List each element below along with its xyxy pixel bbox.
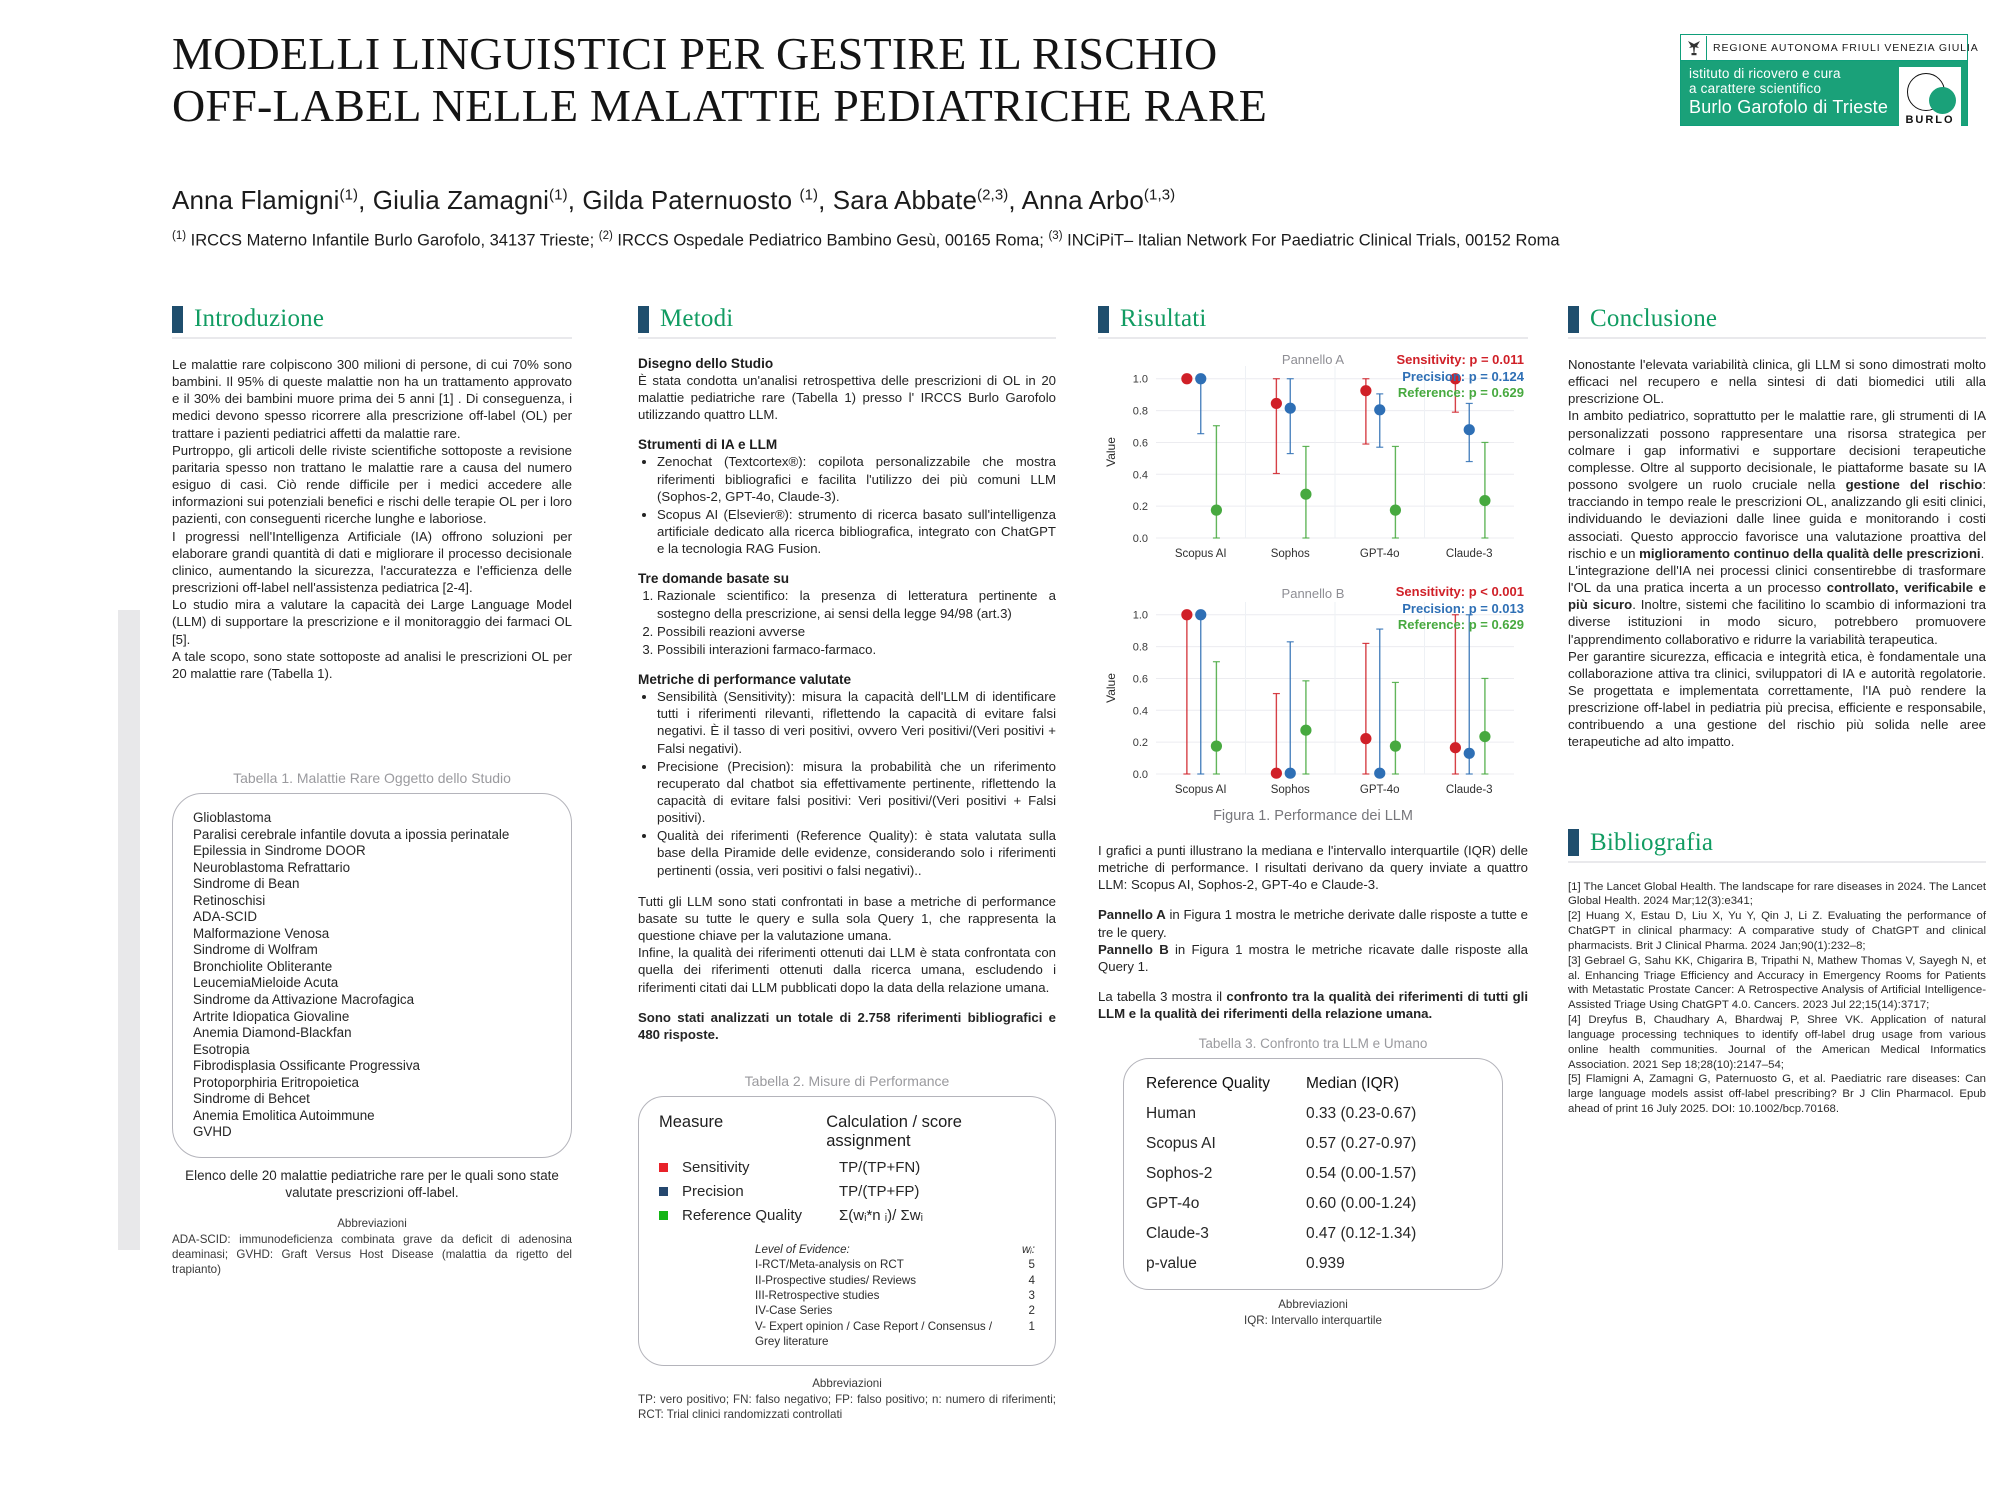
table3-caption: Tabella 3. Confronto tra LLM e Umano <box>1198 1036 1428 1052</box>
conclusione-paragraph-4: Per garantire sicurezza, efficacia e integrità etica, è fondamentale una collaborazione attiva tra clinici, sviluppatori di IA e autorità regolatorie. Se progettata e implementata correttamente, l'IA può rendere la prescrizione off-label in pediatria più precisa, efficiente e responsabile, contribuendo a una gestione del rischio più solida nelle aree terapeutiche ad alto impatto. <box>1568 648 1986 750</box>
svg-text:Claude-3: Claude-3 <box>1445 784 1493 796</box>
table2-measure: Precision <box>682 1183 744 1201</box>
logo-line-1: istituto di ricovero e cura <box>1689 66 1841 81</box>
legend-swatch-sensitivity <box>659 1163 668 1172</box>
table2-measure: Reference Quality <box>682 1207 803 1225</box>
table2-measure: Sensitivity <box>682 1159 750 1176</box>
table3-label: GPT-4o <box>1146 1195 1200 1213</box>
panel-a-title: Pannello A <box>1281 352 1345 367</box>
loe-weight: 4 <box>1028 1273 1035 1287</box>
table3-col2-header: Median (IQR) <box>1306 1075 1400 1093</box>
svg-text:0.8: 0.8 <box>1132 405 1148 418</box>
table2-card <box>638 1096 1056 1366</box>
loe-title: Level of Evidence: <box>755 1243 850 1257</box>
table3-intro-bold: confronto tra la qualità dei riferimenti di tutti gli LLM e la qualità dei riferimenti della relazione umana. <box>1098 989 1528 1022</box>
legend-swatch-precision <box>659 1187 668 1196</box>
table2-col1-header: Measure <box>659 1113 724 1131</box>
conclusione-p2-bold-2: miglioramento continuo della qualità delle prescrizioni <box>1639 545 1981 561</box>
level-of-evidence-block <box>755 1242 1035 1349</box>
list-item: Fibrodisplasia Ossificante Progressiva <box>193 1058 420 1074</box>
panel-b-pvalues <box>1396 584 1524 634</box>
list-item: Anemia Emolitica Autoimmune <box>193 1107 375 1123</box>
table1-caption: Tabella 1. Malattie Rare Oggetto dello Studio <box>233 769 511 786</box>
panel-b-p-precision: Precision: p = 0.013 <box>1402 600 1524 616</box>
list-item: Retinoschisi <box>193 892 266 908</box>
table3-label: Claude-3 <box>1146 1225 1209 1243</box>
section-title: Metodi <box>660 305 734 332</box>
metodi-design-text: È stata condotta un'analisi retrospettiva delle prescrizioni di OL in 20 malattie pediatriche rare (Tabella 1) presso l' IRCCS Burlo Garofolo utilizzando quattro LLM. <box>638 373 1056 423</box>
section-header-introduzione <box>172 305 572 339</box>
svg-text:0.6: 0.6 <box>1132 437 1148 450</box>
table-row <box>659 1180 1035 1204</box>
list-item: 3. Possibili interazioni farmaco-farmaco. <box>657 641 1056 658</box>
list-item: Sindrome di Wolfram <box>193 942 318 958</box>
section-header-conclusione <box>1568 305 1986 339</box>
logo-region-row <box>1681 35 1979 61</box>
svg-text:0.2: 0.2 <box>1132 501 1148 514</box>
svg-text:Scopus AI: Scopus AI <box>1174 548 1227 560</box>
svg-text:0.0: 0.0 <box>1132 533 1148 545</box>
list-item: Malformazione Venosa <box>193 925 330 941</box>
abbreviations-title: Abbreviazioni <box>1278 1298 1348 1312</box>
affiliation-list: $^{(1)}$ IRCCS Materno Infantile Burlo Garofolo, 34137 Trieste; $^{(2)}$ IRCCS Ospedale Pediatrico Bambino Gesù, 00165 Roma; $^{(3)}$ INCiPiT– Italian Network For Paediatric Clinical Trials, 00152 Roma <box>172 230 1560 250</box>
svg-text:Value: Value <box>1104 673 1118 703</box>
abbreviations-text: IQR: Intervallo interquartile <box>1244 1314 1382 1328</box>
table2-header-row <box>659 1113 1035 1151</box>
conclusione-p2-a: In ambito pediatrico, soprattutto per le malattie rare, gli strumenti di IA personalizzati possono rappresentare una risorsa strategica per colmare i gap informativi e supportare decisioni terapeutiche complesse. Oltre al supporto decisionale, le piattaforme basate su IA possono svolgere un ruolo cruciale nella <box>1568 408 1986 493</box>
institution-logo <box>1680 34 1979 126</box>
conclusione-paragraph-2 <box>1568 407 1986 561</box>
list-item: • Precisione (Precision): misura la probabilità che un riferimento recuperato dal chatbot sia effettivamente pertinente, riflettendo la capacità di evitare falsi positivi: Veri positivi/(Veri positivi + Falsi positivi). <box>657 758 1056 827</box>
table3-value: 0.60 (0.00-1.24) <box>1306 1195 1417 1213</box>
panel-a-p-precision: Precision: p = 0.124 <box>1402 368 1524 384</box>
section-tick-icon <box>638 306 649 333</box>
metodi-closing-paragraph: Infine, la qualità dei riferimenti ottenuti dai LLM è stata confrontata con quella dei riferimenti ottenuti dalla ricerca umana, escludendo i riferimenti citati dai LLM pubblicati dopo la data della relazione umana. <box>638 945 1056 995</box>
legend-swatch-reference-quality <box>659 1211 668 1220</box>
metodi-metrics-list <box>638 688 1056 879</box>
list-item: Artrite Idiopatica Giovaline <box>193 1008 350 1024</box>
list-item: Bronchiolite Obliterante <box>193 958 333 974</box>
list-item: Sindrome di Behcet <box>193 1091 310 1107</box>
author-list: Anna Flamigni$^{(1)}$, Giulia Zamagni$^{(1)}$, Gilda Paternuosto $^{(1)}$, Sara Abbate$^{(2,3)}$, Anna Arbo$^{(1,3)}$ <box>172 185 1176 215</box>
table3-value: 0.57 (0.27-0.97) <box>1306 1135 1417 1153</box>
table-row <box>1146 1219 1480 1249</box>
svg-text:0.8: 0.8 <box>1132 641 1148 654</box>
risultati-paragraph: I grafici a punti illustrano la mediana e l'intervallo interquartile (IQR) delle metriche di performance. I risultati derivano da query inviate a quattro LLM: Scopus AI, Sophos-2, GPT-4o e Claude-3. <box>1098 843 1528 893</box>
table3-value: 0.47 (0.12-1.34) <box>1306 1225 1417 1243</box>
conclusione-p3-a: L'integrazione dell'IA nei processi clinici consentirebbe di trasformare l'OL da una pratica incerta a un processo <box>1568 562 1986 596</box>
list-item: GVHD <box>193 1124 232 1140</box>
intro-paragraph: A tale scopo, sono state sottoposte ad analisi le prescrizioni OL per 20 malattie rare (Tabella 1). <box>172 648 572 681</box>
loe-label: III-Retrospective studies <box>755 1288 880 1302</box>
list-item: LeucemiaMieloide Acuta <box>193 975 339 991</box>
loe-label: IV-Case Series <box>755 1304 833 1318</box>
list-item: Protoporphiria Eritropoietica <box>193 1074 359 1090</box>
metodi-questions-heading: Tre domande basate su <box>638 571 790 587</box>
table3-label: Sophos-2 <box>1146 1165 1213 1183</box>
burlo-mark-icon <box>1899 67 1961 129</box>
list-item: 1. Razionale scientifico: la presenza di letteratura pertinente a sostegno della prescrizione, ai sensi della legge 94/98 (art.3) <box>657 587 1056 621</box>
section-title: Bibliografia <box>1590 828 1714 856</box>
table-row <box>1146 1249 1480 1279</box>
table-row <box>1146 1159 1480 1189</box>
panel-a-pvalues <box>1396 352 1524 402</box>
bibliography-entry: [3] Gebrael G, Sahu KK, Chigarira B, Tripathi N, Mathew Thomas V, Sayegh N, et al. Enhancing Triage Efficiency and Accuracy in Emergency Rooms for Patients with Metastatic Prostate Cancer: A Retrospective Analysis of Artificial Intelligence-Assisted Triage Using ChatGPT 4.0. Cancers. 2023 Jul 22;15(14):3717; <box>1568 954 1986 1012</box>
intro-paragraph: Lo studio mira a valutare la capacità dei Large Language Model (LLM) di supportare la prescrizione e il monitoraggio dei farmaci OL [5]. <box>172 597 572 647</box>
list-item: Sindrome di Bean <box>193 876 300 892</box>
column-metodi <box>638 305 1056 1422</box>
conclusione-p2-bold-1: gestione del rischio <box>1845 477 1983 493</box>
metodi-design-heading: Disegno dello Studio <box>638 356 774 371</box>
svg-text:Claude-3: Claude-3 <box>1445 548 1493 560</box>
conclusione-p2-e: . <box>1980 545 1985 561</box>
section-header-bibliografia <box>1568 829 1986 863</box>
table2-caption: Tabella 2. Misure di Performance <box>744 1073 950 1089</box>
table2-calculation: TP/(TP+FP) <box>839 1183 920 1201</box>
svg-text:1.0: 1.0 <box>1132 373 1148 386</box>
loe-label: I-RCT/Meta-analysis on RCT <box>755 1258 904 1272</box>
loe-weight: 3 <box>1028 1288 1035 1302</box>
list-item: • Zenochat (Textcortex®): copilota personalizzabile che mostra riferimenti bibliografici e facilita l'utilizzo dei più comuni LLM (Sophos-2, GPT-4o, Claude-3). <box>657 453 1056 504</box>
logo-green-panel <box>1681 61 1967 125</box>
table-row <box>1146 1129 1480 1159</box>
section-title: Introduzione <box>194 305 325 332</box>
metodi-tools-list <box>638 453 1056 557</box>
list-item: Sindrome da Attivazione Macrofagica <box>193 991 415 1007</box>
svg-text:Sophos: Sophos <box>1270 784 1310 796</box>
svg-text:0.6: 0.6 <box>1132 673 1148 686</box>
panel-b-p-sensitivity: Sensitivity: p < 0.001 <box>1395 584 1524 599</box>
panel-b-note <box>1098 941 1528 975</box>
panel-a-p-reference: Reference: p = 0.629 <box>1397 385 1524 401</box>
bibliography-entry: [5] Flamigni A, Zamagni G, Paternuosto G, et al. Paediatric rare diseases: Can large language models assist off-label prescribing? Br J Clin Pharmacol. Epub ahead of print 16 July 2025. DOI: 10.1002/bcp.70168. <box>1568 1073 1986 1116</box>
conclusione-p2-c: : tracciando in tempo reale le prescrizioni OL, analizzando gli esiti clinici, individuando le deviazioni dalle linee guida e monitorando i costi associati. Questo approccio favorisce una valutazione proattiva del rischio e un <box>1568 477 1986 561</box>
table3 <box>1146 1069 1480 1279</box>
list-item: • Scopus AI (Elsevier®): strumento di ricerca basato sull'intelligenza artificiale dedicato alla ricerca bibliografica, integrato con ChatGPT e la tecnologia RAG Fusion. <box>657 506 1056 557</box>
svg-text:0.4: 0.4 <box>1132 705 1148 718</box>
panel-b-title: Pannello B <box>1281 586 1345 601</box>
column-introduzione <box>172 305 572 1277</box>
loe-weight: 1 <box>1028 1319 1035 1333</box>
table1-note: Elenco delle 20 malattie pediatriche rare per le quali sono state valutate prescrizioni off-label. <box>185 1167 559 1200</box>
table3-abbreviations <box>1098 1297 1528 1328</box>
table2-calculation: Σ(wᵢ*n ᵢ)/ Σwᵢ <box>839 1207 923 1225</box>
column-risultati <box>1098 305 1528 1329</box>
burlo-wordmark: BURLO <box>1905 114 1955 126</box>
metodi-metrics-heading: Metriche di performance valutate <box>638 672 852 688</box>
column-conclusione <box>1568 305 1986 1117</box>
logo-region-text: REGIONE AUTONOMA FRIULI VENEZIA GIULIA <box>1713 41 1979 54</box>
loe-label: II-Prospective studies/ Reviews <box>755 1273 917 1287</box>
disease-list <box>193 810 551 1141</box>
table3-col1-header: Reference Quality <box>1146 1075 1271 1093</box>
intro-paragraph: Purtroppo, gli articoli delle riviste scientifiche sottoposte a revisione paritaria spesso non trattano le malattie rare a causa del numero esiguo di casi. Ciò rende difficile per i medici accedere alle informazioni sui potenziali benefici e rischi delle terapie OL per i loro pazienti, con conseguenti ricerche lunghe e laboriose. <box>172 442 572 527</box>
svg-text:Sophos: Sophos <box>1270 548 1310 560</box>
panel-b-note-label: Pannello B <box>1098 941 1169 957</box>
conclusione-p3-bold: controllato, verificabile e più sicuro <box>1568 580 1986 613</box>
section-header-risultati <box>1098 305 1528 339</box>
figure-1-caption: Figura 1. Performance dei LLM <box>1213 808 1413 824</box>
list-item: Neuroblastoma Refrattario <box>193 859 351 875</box>
table2-abbreviations <box>638 1376 1056 1422</box>
logo-line-3: Burlo Garofolo di Trieste <box>1689 97 1889 118</box>
intro-paragraph: I progressi nell'Intelligenza Artificiale (IA) offrono soluzioni per elaborare grandi quantità di dati e migliorare il processo decisionale clinico, aumentando la sicurezza, l'accuratezza e l'efficienza delle prescrizioni off-label nell'assistenza pediatrica [2-4]. <box>172 528 572 596</box>
intro-paragraph: Le malattie rare colpiscono 300 milioni di persone, di cui 70% sono bambini. Il 95% di queste malattie non ha un trattamento approvato e il 30% dei bambini muore prima dei 5 anni [1] . Di conseguenza, i medici devono spesso ricorrere alla prescrizione off-label (OL) per trattare i pazienti pediatrici affetti da malattie rare. <box>172 357 572 441</box>
list-item: • Sensibilità (Sensitivity): misura la capacità dell'LLM di identificare tutti i riferimenti rilevanti, riflettendo la capacità di evitare falsi negativi. È il tasso di veri positivi, ovvero Veri positivi/(Veri positivi + Falsi negativi). <box>657 688 1056 757</box>
abbreviations-title: Abbreviazioni <box>812 1377 882 1391</box>
section-title: Conclusione <box>1590 305 1718 332</box>
table3-intro <box>1098 988 1528 1022</box>
table3-card <box>1123 1058 1503 1290</box>
list-item: • Qualità dei riferimenti (Reference Quality): è stata valutata sulla base della Piramide delle evidenze, considerando solo i riferimenti pertinenti (ossia, veri positivi o falsi negativi).. <box>657 827 1056 878</box>
section-tick-icon <box>1568 306 1579 333</box>
table3-label: p-value <box>1146 1255 1197 1273</box>
loe-weight-header: wᵢ: <box>1021 1243 1035 1257</box>
conclusione-paragraph-3 <box>1568 562 1986 648</box>
list-item: Esotropia <box>193 1041 250 1057</box>
bibliography-list <box>1568 880 1986 1117</box>
svg-text:0.4: 0.4 <box>1132 469 1148 482</box>
table3-value: 0.33 (0.23-0.67) <box>1306 1105 1417 1123</box>
metodi-total-analyzed: Sono stati analizzati un totale di 2.758 riferimenti bibliografici e 480 risposte. <box>638 1009 1056 1042</box>
table-header-row <box>1146 1069 1480 1099</box>
list-item: 2. Possibili reazioni avverse <box>657 623 1056 640</box>
table2-calculation: TP/(TP+FN) <box>839 1159 921 1177</box>
loe-weight: 2 <box>1028 1304 1035 1318</box>
loe-weight: 5 <box>1028 1258 1035 1272</box>
metodi-tools-heading: Strumenti di IA e LLM <box>638 437 778 453</box>
panel-b-note-text: in Figura 1 mostra le metriche ricavate dalle risposte alla Query 1. <box>1098 941 1528 974</box>
list-item: ADA-SCID <box>193 909 257 925</box>
svg-text:Value: Value <box>1104 437 1118 467</box>
logo-line-2: a carattere scientifico <box>1689 81 1822 97</box>
section-tick-icon <box>1098 306 1109 333</box>
svg-text:GPT-4o: GPT-4o <box>1359 784 1400 796</box>
left-decoration-bar <box>118 610 140 1250</box>
list-item: Glioblastoma <box>193 809 272 825</box>
table3-label: Human <box>1146 1105 1196 1123</box>
eagle-icon <box>1681 36 1707 60</box>
svg-text:0.2: 0.2 <box>1132 737 1148 750</box>
panel-b-p-reference: Reference: p = 0.629 <box>1397 617 1524 633</box>
bibliography-entry: [4] Dreyfus B, Chaudhary A, Bhardwaj P, Shree VK. Application of natural language processing techniques to identify off-label drug usage from various online health communities. Journal of the American Medical Informatics Association. 2021 Sep 18;28(10):2147–54; <box>1568 1014 1986 1071</box>
list-item: Epilessia in Sindrome DOOR <box>193 843 366 859</box>
section-tick-icon <box>172 306 183 333</box>
loe-label: V- Expert opinion / Case Report / Consensus / Grey literature <box>755 1319 993 1348</box>
table-row <box>659 1204 1035 1228</box>
svg-text:GPT-4o: GPT-4o <box>1359 548 1400 560</box>
svg-text:Scopus AI: Scopus AI <box>1174 784 1227 796</box>
section-header-metodi <box>638 305 1056 339</box>
panel-a-note-text: in Figura 1 mostra le metriche derivate dalle risposte a tutte e tre le query. <box>1098 907 1528 940</box>
section-tick-icon <box>1568 829 1579 856</box>
figure-1 <box>1098 352 1528 824</box>
panel-a <box>1098 352 1528 568</box>
list-item: Anemia Diamond-Blackfan <box>193 1025 352 1041</box>
conclusione-paragraph-1: Nonostante l'elevata variabilità clinica, gli LLM si sono dimostrati molto efficaci nel recupero e nella sintesi di dati biomedici utili alla prescrizione OL. <box>1568 357 1986 407</box>
table-row <box>1146 1099 1480 1129</box>
abbreviations-text: TP: vero positivo; FN: falso negativo; FP: falso positivo; n: numero di riferimenti; RCT: Trial clinici randomizzati controllati <box>638 1393 1056 1422</box>
title-line-1: MODELLI LINGUISTICI PER GESTIRE IL RISCHIO <box>172 28 1218 79</box>
bibliography-entry: [1] The Lancet Global Health. The landscape for rare diseases in 2024. The Lancet Global Health. 2024 Mar;12(3):e341; <box>1568 880 1986 908</box>
svg-text:0.0: 0.0 <box>1132 769 1148 781</box>
panel-a-note-label: Pannello A <box>1098 907 1166 923</box>
svg-text:1.0: 1.0 <box>1132 609 1148 622</box>
table3-intro-plain: La tabella 3 mostra il <box>1098 989 1227 1005</box>
table1-card <box>172 793 572 1158</box>
table-row <box>1146 1189 1480 1219</box>
conclusione-p3-c: . Inoltre, sistemi che facilitino lo scambio di informazioni tra diverse istituzioni in modo sicuro, potrebbero promuovere l'apprendimento collaborativo e ridurre la variabilità terapeutica. <box>1568 597 1987 647</box>
page-title <box>172 28 1552 132</box>
table1-abbreviations <box>172 1216 572 1277</box>
section-title: Risultati <box>1120 305 1207 332</box>
panel-a-p-sensitivity: Sensitivity: p = 0.011 <box>1396 352 1524 367</box>
table3-value: 0.54 (0.00-1.57) <box>1306 1165 1417 1183</box>
panel-a-note <box>1098 906 1528 940</box>
table3-value: 0.939 <box>1306 1255 1345 1273</box>
abbreviations-title: Abbreviazioni <box>337 1216 407 1230</box>
bibliography-entry: [2] Huang X, Estau D, Liu X, Yu Y, Qin J, Li Z. Evaluating the performance of ChatGPT in clinical pharmacy: A comparative study of ChatGPT and clinical pharmacists. Brit J Clinical Pharma. 2024 Jan;90(1):232–8; <box>1568 910 1986 952</box>
table2-col2-header: Calculation / score assignment <box>826 1113 962 1150</box>
metodi-questions-list <box>638 587 1056 658</box>
title-line-2: OFF-LABEL NELLE MALATTIE PEDIATRICHE RARE <box>172 79 1268 131</box>
metodi-closing-paragraph: Tutti gli LLM sono stati confrontati in base a metriche di performance basate su tutte le query e sulla sola Query 1, che rappresenta la questione chiave per la valutazione umana. <box>638 893 1056 944</box>
table-row <box>659 1156 1035 1180</box>
abbreviations-text: ADA-SCID: immunodeficienza combinata grave da deficit di adenosina deaminasi; GVHD: Graft Versus Host Disease (malattia da rigetto del trapianto) <box>172 1232 572 1276</box>
panel-b <box>1098 584 1528 804</box>
list-item: Paralisi cerebrale infantile dovuta a ipossia perinatale <box>193 826 510 842</box>
table3-label: Scopus AI <box>1146 1135 1216 1153</box>
